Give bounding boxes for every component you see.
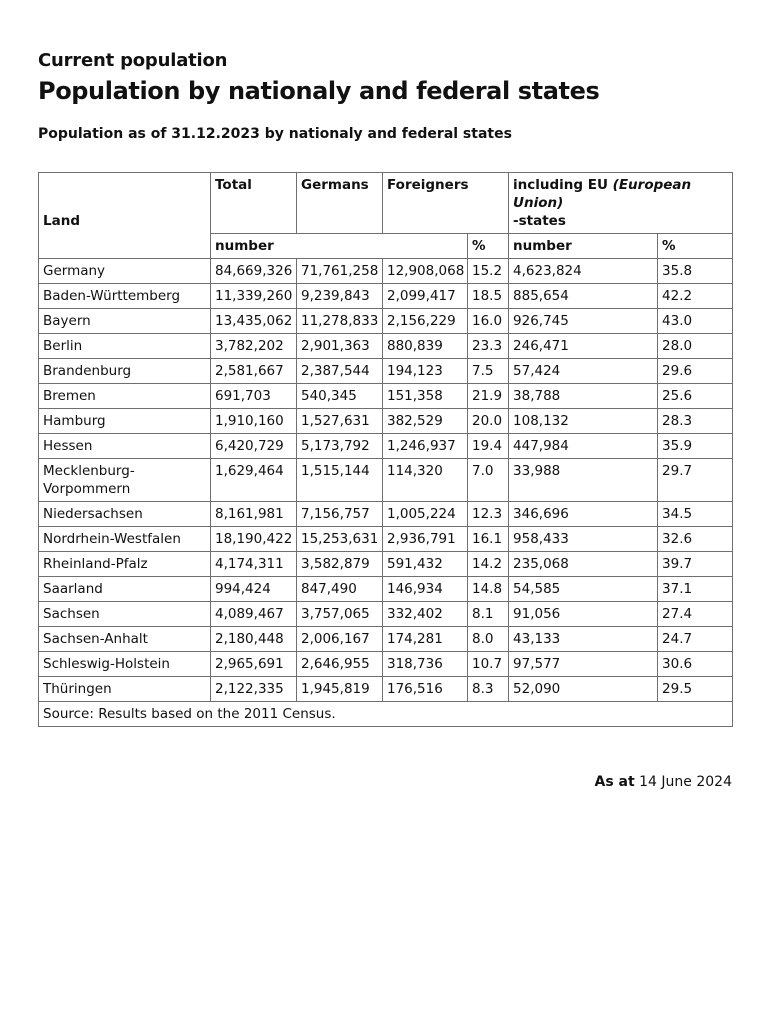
table-row: [39, 627, 733, 652]
table-row: [39, 309, 733, 334]
cell-total: 18,190,422: [211, 527, 297, 552]
cell-foreigners: 2,099,417: [383, 284, 468, 309]
table-row: [39, 409, 733, 434]
cell-land: Berlin: [39, 334, 211, 359]
cell-germans: 540,345: [297, 384, 383, 409]
cell-eu-percent: 28.0: [658, 334, 733, 359]
table-row: [39, 384, 733, 409]
cell-germans: 1,945,819: [297, 677, 383, 702]
cell-foreigners: 591,432: [383, 552, 468, 577]
cell-eu-number: 4,623,824: [509, 259, 658, 284]
cell-foreigners: 151,358: [383, 384, 468, 409]
cell-foreigners: 332,402: [383, 602, 468, 627]
cell-land: Brandenburg: [39, 359, 211, 384]
cell-germans: 3,582,879: [297, 552, 383, 577]
source-note: Source: Results based on the 2011 Census.: [39, 702, 733, 727]
population-table: [38, 172, 733, 727]
column-header-germans: Germans: [297, 173, 383, 234]
cell-germans: 847,490: [297, 577, 383, 602]
table-row: [39, 359, 733, 384]
cell-foreigners: 382,529: [383, 409, 468, 434]
cell-germans: 2,006,167: [297, 627, 383, 652]
cell-germans: 71,761,258: [297, 259, 383, 284]
cell-foreigners-percent: 20.0: [468, 409, 509, 434]
cell-total: 3,782,202: [211, 334, 297, 359]
cell-eu-percent: 37.1: [658, 577, 733, 602]
table-body: [39, 259, 733, 702]
cell-foreigners: 2,156,229: [383, 309, 468, 334]
cell-eu-number: 38,788: [509, 384, 658, 409]
cell-foreigners-percent: 15.2: [468, 259, 509, 284]
cell-foreigners: 114,320: [383, 459, 468, 502]
cell-foreigners-percent: 7.5: [468, 359, 509, 384]
cell-eu-percent: 29.5: [658, 677, 733, 702]
cell-eu-number: 33,988: [509, 459, 658, 502]
cell-eu-percent: 35.8: [658, 259, 733, 284]
cell-germans: 7,156,757: [297, 502, 383, 527]
cell-eu-percent: 29.6: [658, 359, 733, 384]
cell-land: Niedersachsen: [39, 502, 211, 527]
cell-foreigners-percent: 7.0: [468, 459, 509, 502]
cell-land: Nordrhein-Westfalen: [39, 527, 211, 552]
cell-foreigners: 2,936,791: [383, 527, 468, 552]
cell-foreigners-percent: 21.9: [468, 384, 509, 409]
cell-eu-percent: 24.7: [658, 627, 733, 652]
cell-land: Hessen: [39, 434, 211, 459]
cell-total: 1,629,464: [211, 459, 297, 502]
cell-germans: 11,278,833: [297, 309, 383, 334]
page-title: Population by nationaly and federal states: [38, 77, 600, 105]
cell-land: Bremen: [39, 384, 211, 409]
column-header-total: Total: [211, 173, 297, 234]
subheader-eu-number: number: [509, 234, 658, 259]
eu-header-italic: (European Union): [513, 177, 692, 211]
cell-land: Hamburg: [39, 409, 211, 434]
cell-eu-number: 235,068: [509, 552, 658, 577]
cell-foreigners: 174,281: [383, 627, 468, 652]
cell-foreigners-percent: 16.1: [468, 527, 509, 552]
table-row: [39, 552, 733, 577]
cell-land: Thüringen: [39, 677, 211, 702]
cell-germans: 2,646,955: [297, 652, 383, 677]
cell-land: Schleswig-Holstein: [39, 652, 211, 677]
table-row: [39, 459, 733, 502]
cell-total: 994,424: [211, 577, 297, 602]
cell-foreigners-percent: 12.3: [468, 502, 509, 527]
source-row: [39, 702, 733, 727]
cell-eu-percent: 25.6: [658, 384, 733, 409]
cell-eu-number: 108,132: [509, 409, 658, 434]
table-row: [39, 259, 733, 284]
cell-foreigners: 880,839: [383, 334, 468, 359]
table-row: [39, 434, 733, 459]
cell-total: 2,581,667: [211, 359, 297, 384]
cell-land: Rheinland-Pfalz: [39, 552, 211, 577]
cell-foreigners-percent: 19.4: [468, 434, 509, 459]
cell-eu-number: 91,056: [509, 602, 658, 627]
cell-land: Mecklenburg-Vorpommern: [39, 459, 211, 502]
cell-foreigners: 194,123: [383, 359, 468, 384]
cell-eu-percent: 39.7: [658, 552, 733, 577]
page-kicker: Current population: [38, 50, 228, 71]
cell-foreigners: 146,934: [383, 577, 468, 602]
table-header-row: [39, 173, 733, 234]
cell-land: Sachsen-Anhalt: [39, 627, 211, 652]
subheader-eu-percent: %: [658, 234, 733, 259]
cell-foreigners-percent: 14.2: [468, 552, 509, 577]
cell-foreigners-percent: 16.0: [468, 309, 509, 334]
cell-foreigners-percent: 23.3: [468, 334, 509, 359]
column-header-foreigners: Foreigners: [383, 173, 509, 234]
cell-eu-number: 926,745: [509, 309, 658, 334]
table-row: [39, 652, 733, 677]
table-row: [39, 602, 733, 627]
cell-total: 4,089,467: [211, 602, 297, 627]
cell-foreigners-percent: 14.8: [468, 577, 509, 602]
as-at-label: As at: [594, 774, 635, 790]
cell-eu-number: 885,654: [509, 284, 658, 309]
table-row: [39, 677, 733, 702]
cell-foreigners: 176,516: [383, 677, 468, 702]
table-row: [39, 284, 733, 309]
table-caption: Population as of 31.12.2023 by nationaly and federal states: [38, 126, 512, 142]
cell-eu-percent: 29.7: [658, 459, 733, 502]
subheader-percent: %: [468, 234, 509, 259]
cell-eu-number: 346,696: [509, 502, 658, 527]
cell-total: 8,161,981: [211, 502, 297, 527]
cell-foreigners-percent: 8.1: [468, 602, 509, 627]
eu-header-suffix: -states: [513, 213, 566, 229]
as-at-value: 14 June 2024: [634, 774, 732, 790]
cell-eu-number: 54,585: [509, 577, 658, 602]
cell-total: 2,122,335: [211, 677, 297, 702]
cell-eu-percent: 42.2: [658, 284, 733, 309]
cell-eu-number: 246,471: [509, 334, 658, 359]
cell-foreigners: 1,246,937: [383, 434, 468, 459]
cell-eu-number: 97,577: [509, 652, 658, 677]
table-row: [39, 334, 733, 359]
eu-header-prefix: including EU: [513, 177, 613, 193]
cell-foreigners: 12,908,068: [383, 259, 468, 284]
cell-eu-percent: 27.4: [658, 602, 733, 627]
table-row: [39, 502, 733, 527]
cell-total: 2,180,448: [211, 627, 297, 652]
cell-eu-number: 447,984: [509, 434, 658, 459]
cell-eu-percent: 28.3: [658, 409, 733, 434]
table-row: [39, 527, 733, 552]
cell-total: 2,965,691: [211, 652, 297, 677]
cell-land: Bayern: [39, 309, 211, 334]
cell-germans: 3,757,065: [297, 602, 383, 627]
cell-land: Sachsen: [39, 602, 211, 627]
cell-germans: 9,239,843: [297, 284, 383, 309]
cell-total: 11,339,260: [211, 284, 297, 309]
cell-germans: 1,515,144: [297, 459, 383, 502]
cell-total: 13,435,062: [211, 309, 297, 334]
cell-land: Germany: [39, 259, 211, 284]
cell-foreigners: 318,736: [383, 652, 468, 677]
as-at-date: [595, 774, 732, 790]
cell-total: 6,420,729: [211, 434, 297, 459]
cell-foreigners: 1,005,224: [383, 502, 468, 527]
cell-total: 4,174,311: [211, 552, 297, 577]
cell-eu-number: 52,090: [509, 677, 658, 702]
cell-eu-percent: 30.6: [658, 652, 733, 677]
cell-germans: 2,901,363: [297, 334, 383, 359]
cell-germans: 5,173,792: [297, 434, 383, 459]
cell-germans: 2,387,544: [297, 359, 383, 384]
cell-eu-number: 43,133: [509, 627, 658, 652]
cell-germans: 1,527,631: [297, 409, 383, 434]
cell-total: 1,910,160: [211, 409, 297, 434]
cell-land: Saarland: [39, 577, 211, 602]
cell-germans: 15,253,631: [297, 527, 383, 552]
cell-foreigners-percent: 8.0: [468, 627, 509, 652]
column-header-land: Land: [39, 173, 211, 259]
column-header-eu: [509, 173, 733, 234]
cell-foreigners-percent: 10.7: [468, 652, 509, 677]
cell-eu-number: 57,424: [509, 359, 658, 384]
cell-foreigners-percent: 8.3: [468, 677, 509, 702]
cell-eu-percent: 34.5: [658, 502, 733, 527]
cell-eu-percent: 43.0: [658, 309, 733, 334]
cell-land: Baden-Württemberg: [39, 284, 211, 309]
cell-eu-percent: 32.6: [658, 527, 733, 552]
cell-total: 691,703: [211, 384, 297, 409]
table-row: [39, 577, 733, 602]
subheader-number: number: [211, 234, 468, 259]
cell-eu-number: 958,433: [509, 527, 658, 552]
cell-eu-percent: 35.9: [658, 434, 733, 459]
cell-foreigners-percent: 18.5: [468, 284, 509, 309]
cell-total: 84,669,326: [211, 259, 297, 284]
